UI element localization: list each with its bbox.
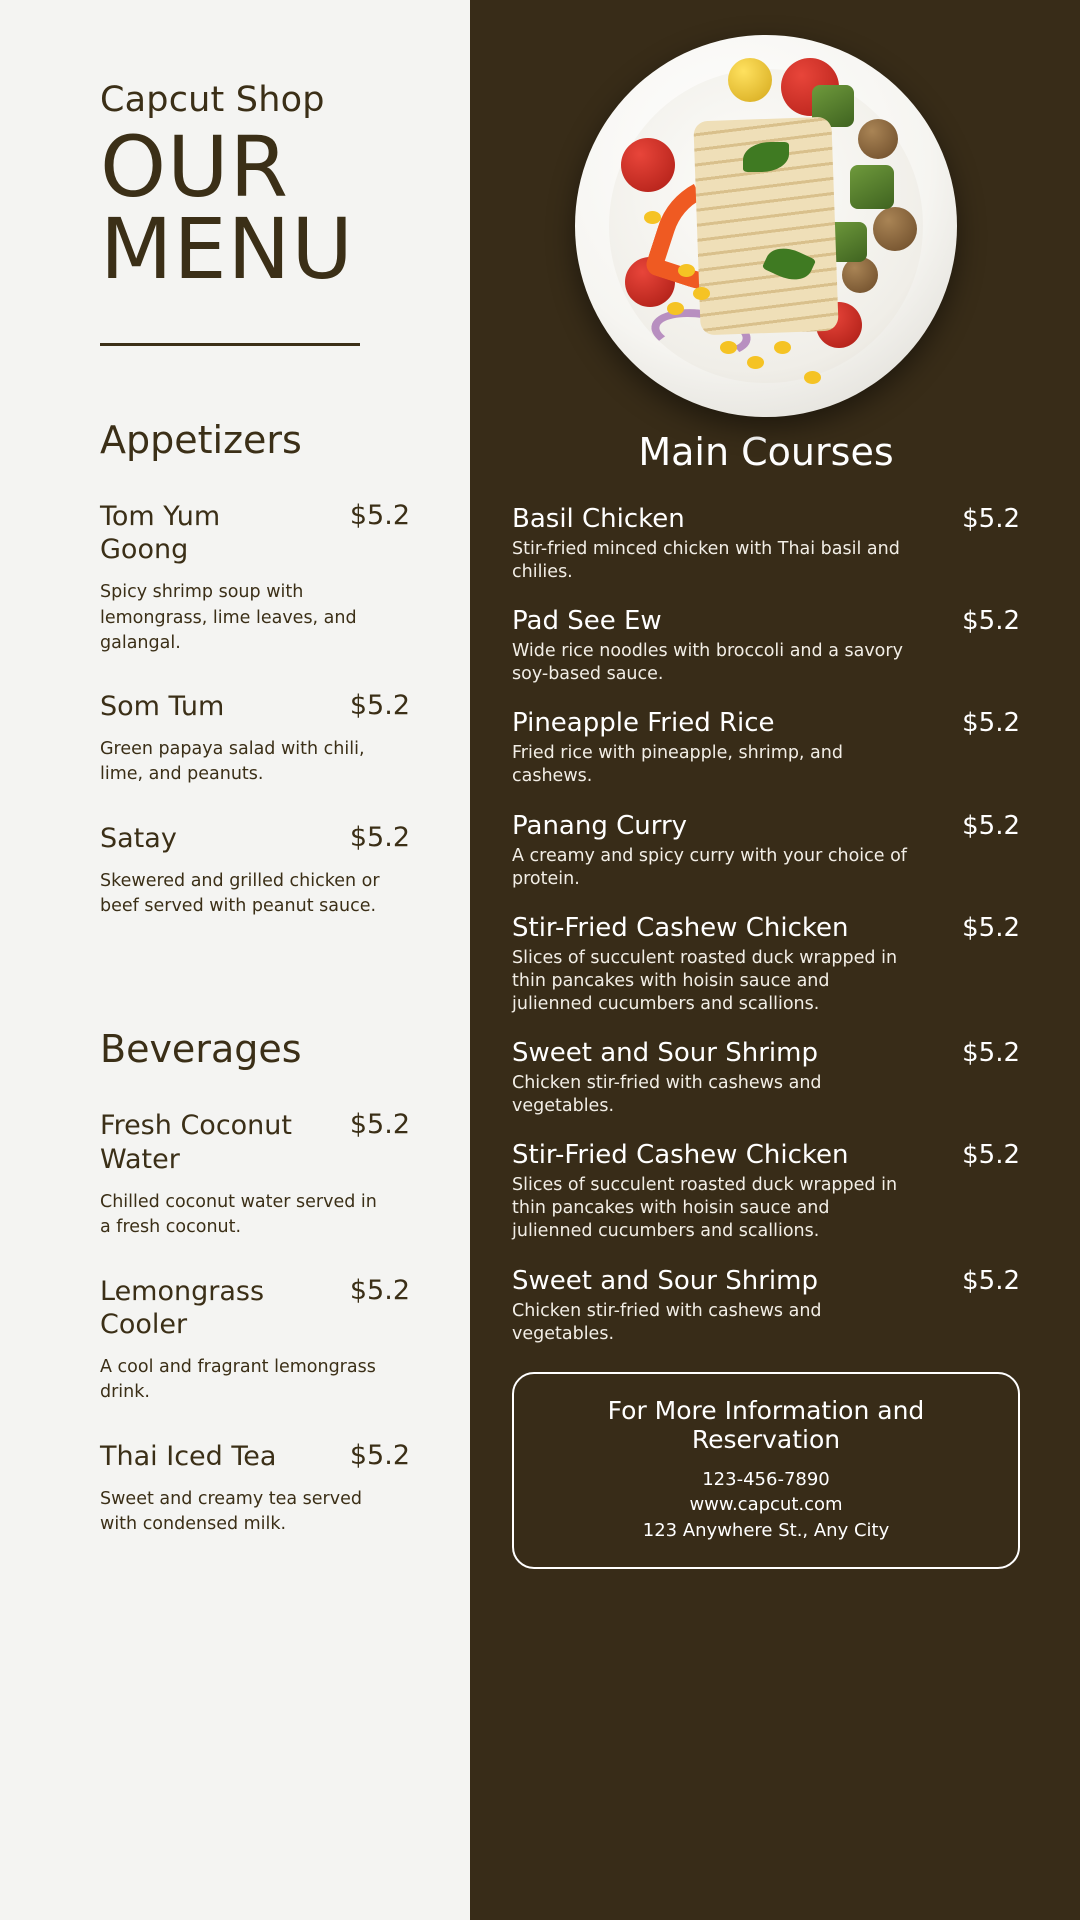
section-title-beverages: Beverages (100, 1027, 302, 1072)
corn-kernel-icon (774, 341, 791, 354)
menu-item-desc: A creamy and spicy curry with your choice of protein. (512, 845, 907, 889)
menu-item-name: Panang Curry (512, 810, 688, 841)
menu-item-name: Fresh Coconut Water (100, 1110, 292, 1175)
menu-item (512, 913, 1020, 1016)
menu-item-name: Lemongrass Cooler (100, 1275, 265, 1341)
contact-phone[interactable]: 123-456-7890 (702, 1468, 830, 1490)
menu-item-name: Satay (100, 822, 177, 854)
menu-item-head (100, 1109, 410, 1177)
menu-item-price: $5.2 (349, 821, 410, 853)
menu-item-desc: Slices of succulent roasted duck wrapped in thin pancakes with hoisin sauce and julienned cucumbers and scallions. (512, 947, 898, 1014)
menu-item-name: Pad See Ew (512, 606, 662, 637)
contact-website[interactable]: www.capcut.com (689, 1494, 843, 1516)
menu-item-head (100, 500, 410, 568)
menu-item-desc: Chicken stir-fried with cashews and vegetables. (512, 1073, 822, 1117)
menu-item-price: $5.2 (349, 690, 410, 722)
menu-item-desc: Green papaya salad with chili, lime, and peanuts. (100, 739, 365, 785)
menu-item (100, 1440, 410, 1538)
menu-item (100, 1275, 410, 1406)
menu-item-head (100, 1275, 410, 1343)
menu-item (512, 1140, 1020, 1243)
food-bowl-illustration (575, 35, 957, 417)
section-title-main-courses: Main Courses (638, 430, 894, 474)
menu-item-name: Sweet and Sour Shrimp (512, 1038, 818, 1069)
menu-item-name: Som Tum (100, 691, 225, 723)
contact-address: 123 Anywhere St., Any City (642, 1519, 890, 1541)
mushroom-icon (858, 119, 898, 159)
menu-item-desc: Fried rice with pineapple, shrimp, and cashews. (512, 743, 843, 787)
menu-item (100, 822, 410, 920)
menu-item-head (512, 1140, 1020, 1170)
menu-item-name: Stir-Fried Cashew Chicken (512, 1140, 849, 1171)
menu-item (100, 500, 410, 657)
menu-item-head (512, 504, 1020, 534)
menu-item-price: $5.2 (962, 912, 1020, 943)
menu-item (100, 1109, 410, 1240)
corn-kernel-icon (804, 371, 821, 384)
menu-item-desc: Spicy shrimp soup with lemongrass, lime leaves, and galangal. (100, 582, 357, 653)
menu-item-name: Tom Yum Goong (100, 500, 221, 566)
menu-item-price: $5.2 (962, 1038, 1020, 1069)
menu-item-price: $5.2 (349, 1439, 410, 1471)
contact-info-title: For More Information and Reservation (607, 1395, 925, 1455)
menu-item (512, 811, 1020, 891)
corn-kernel-icon (747, 356, 764, 369)
menu-item-desc: Skewered and grilled chicken or beef served with peanut sauce. (100, 870, 380, 916)
menu-item-price: $5.2 (962, 1265, 1020, 1296)
shop-name: Capcut Shop (100, 80, 325, 120)
menu-item-desc: Wide rice noodles with broccoli and a savory soy-based sauce. (512, 641, 903, 685)
menu-item-name: Stir-Fried Cashew Chicken (512, 912, 849, 943)
menu-item-name: Basil Chicken (512, 504, 685, 534)
menu-item-desc: Sweet and creamy tea served with condensed milk. (100, 1488, 362, 1534)
menu-item-head (512, 1038, 1020, 1068)
menu-item-desc: Slices of succulent roasted duck wrapped in thin pancakes with hoisin sauce and julienned cucumbers and scallions. (512, 1175, 898, 1242)
menu-item-head (100, 1440, 410, 1474)
title-divider (100, 343, 360, 346)
menu-item-head (512, 1266, 1020, 1296)
menu-item-head (512, 811, 1020, 841)
tomato-icon (621, 138, 675, 192)
page-title-line1: OUR (100, 118, 289, 216)
menu-item (100, 690, 410, 788)
menu-item-head (100, 690, 410, 724)
yellow-tomato-icon (728, 58, 772, 102)
menu-item-desc: A cool and fragrant lemongrass drink. (100, 1357, 376, 1403)
menu-item-name: Thai Iced Tea (100, 1440, 277, 1472)
menu-item (512, 504, 1020, 584)
menu-item-name: Pineapple Fried Rice (512, 708, 775, 739)
menu-item-name: Sweet and Sour Shrimp (512, 1265, 818, 1296)
contact-info-box (512, 1372, 1020, 1570)
menu-item-head (512, 606, 1020, 636)
menu-item-price: $5.2 (962, 708, 1020, 739)
menu-item-price: $5.2 (349, 1274, 410, 1306)
menu-item (512, 1266, 1020, 1346)
right-panel (470, 0, 1080, 1920)
corn-kernel-icon (720, 341, 737, 354)
hero-food-image (512, 0, 1020, 430)
menu-item-price: $5.2 (962, 504, 1020, 534)
menu-item-price: $5.2 (962, 810, 1020, 841)
menu-item (512, 606, 1020, 686)
corn-kernel-icon (644, 211, 661, 224)
menu-item (512, 1038, 1020, 1118)
mushroom-icon (873, 207, 917, 251)
menu-item (512, 708, 1020, 788)
menu-item-head (512, 913, 1020, 943)
menu-item-price: $5.2 (349, 499, 410, 531)
menu-item-price: $5.2 (962, 606, 1020, 637)
menu-item-price: $5.2 (962, 1140, 1020, 1171)
menu-item-head (512, 708, 1020, 738)
left-panel (0, 0, 470, 1920)
section-title-appetizers: Appetizers (100, 417, 302, 462)
page-title-line2: MENU (100, 200, 354, 299)
zucchini-icon (850, 165, 894, 209)
menu-item-head (100, 822, 410, 856)
menu-item-desc: Chilled coconut water served in a fresh coconut. (100, 1191, 377, 1238)
menu-item-price: $5.2 (349, 1109, 410, 1141)
menu-item-desc: Chicken stir-fried with cashews and vegetables. (512, 1300, 822, 1344)
menu-item-desc: Stir-fried minced chicken with Thai basil and chilies. (512, 539, 900, 583)
